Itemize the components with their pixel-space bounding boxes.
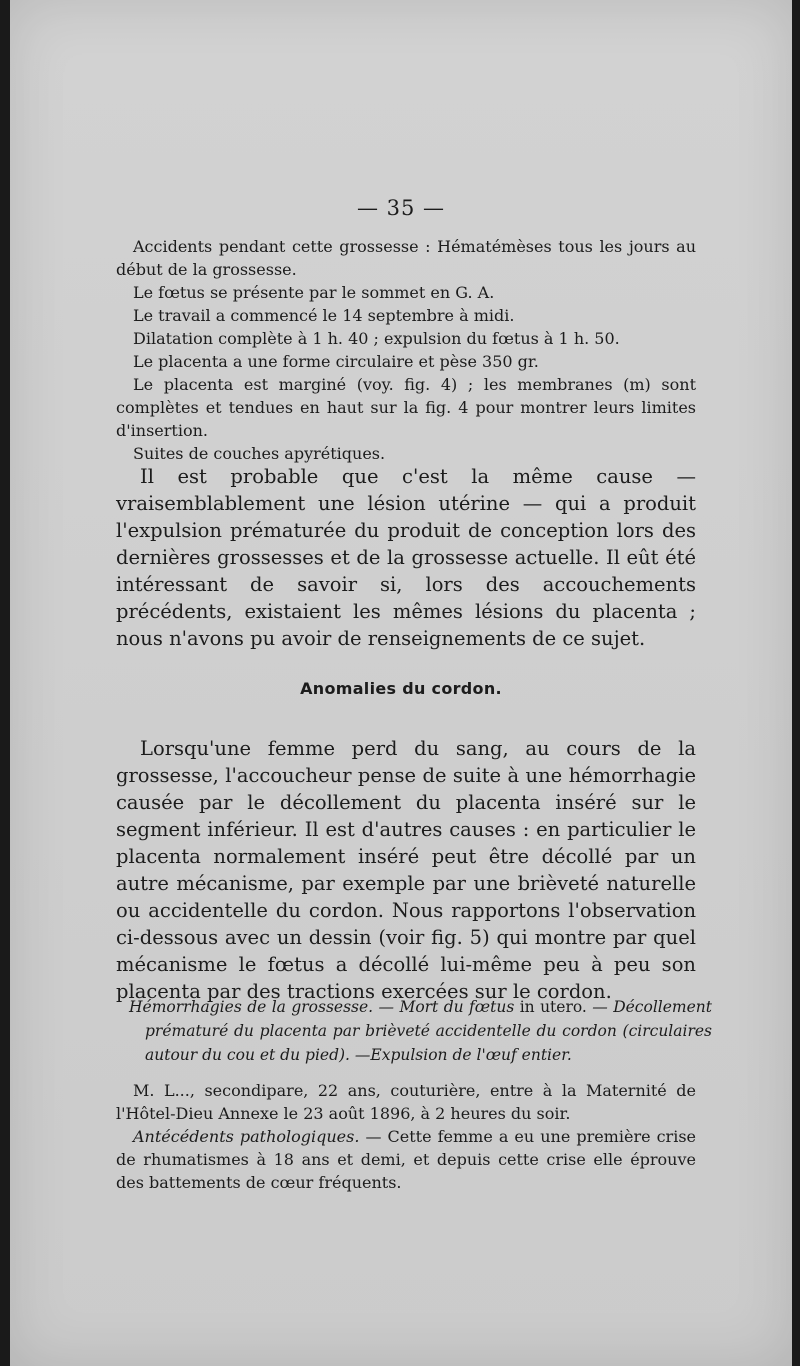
observation-intro: M. L..., secondipare, 22 ans, couturière, entre à la Maternité de l'Hôtel-Dieu Annexe le 23 août 1896, à 2 heures du soir. bbox=[116, 1081, 696, 1123]
antecedents-label: Antécédents pathologiques. bbox=[133, 1127, 360, 1146]
observation-title-part1: Hémorrhagies de la grossesse. — Mort du fœtus bbox=[129, 998, 515, 1016]
case-note: Le fœtus se présente par le sommet en G. A. bbox=[133, 283, 495, 302]
case-note: Le travail a commencé le 14 septembre à midi. bbox=[133, 306, 515, 325]
cause-paragraph: Il est probable que c'est la même cause — vraisemblablement une lésion utérine — qui a produit l'expulsion prématurée du produit de conception lors des dernières grossesses et de la grossesse actuelle. Il eût été intéressant de savoir si, lors des accouchements précédents, existaient les mêmes lésions du placenta ; nous n'avons pu avoir de renseignements de ce sujet. bbox=[116, 465, 696, 650]
case-note: Dilatation complète à 1 h. 40 ; expulsion du fœtus à 1 h. 50. bbox=[133, 329, 620, 348]
observation-title-part2: in utero. bbox=[514, 998, 593, 1016]
observation-title-part3: — Décollement prématuré du placenta par brièveté accidentelle du cordon (circulaires autour du cou et du pied). —Expulsion de l'œuf entier. bbox=[145, 998, 712, 1064]
observation-body bbox=[116, 1079, 696, 1194]
case-note: Accidents pendant cette grossesse : Hématémèses tous les jours au début de la grossesse. bbox=[116, 237, 696, 279]
case-note: Le placenta est marginé (voy. fig. 4) ; les membranes (m) sont complètes et tendues en haut sur la fig. 4 pour montrer leurs limites d'insertion. bbox=[116, 375, 696, 440]
case-note: Le placenta a une forme circulaire et pèse 350 gr. bbox=[133, 352, 539, 371]
case-notes bbox=[116, 235, 696, 465]
antecedents-text: — Cette femme a eu une première crise de rhumatismes à 18 ans et demi, et depuis cette crise elle éprouve des battements de cœur fréquents. bbox=[116, 1127, 696, 1192]
antecedents-paragraph bbox=[116, 1125, 696, 1194]
cause-paragraph-block bbox=[116, 463, 696, 652]
section-heading: Anomalies du cordon. bbox=[300, 679, 502, 698]
anomalies-paragraph: Lorsqu'une femme perd du sang, au cours de la grossesse, l'accoucheur pense de suite à une hémorrhagie causée par le décollement du placenta inséré sur le segment inférieur. Il est d'autres causes : en particulier le placenta normalement inséré peut être décollé par un autre mécanisme, par exemple par une brièveté naturelle ou accidentelle du cordon. Nous rapportons l'observation ci-dessous avec un dessin (voir fig. 5) qui montre par quel mécanisme le fœtus a décollé lui-même peu à peu son placenta par des tractions exercées sur le cordon. bbox=[116, 737, 696, 1003]
document-page bbox=[10, 0, 792, 1366]
case-note: Suites de couches apyrétiques. bbox=[133, 444, 386, 463]
anomalies-paragraph-block bbox=[116, 735, 696, 1005]
observation-title bbox=[129, 995, 712, 1067]
page-number: — 35 — bbox=[356, 196, 446, 220]
